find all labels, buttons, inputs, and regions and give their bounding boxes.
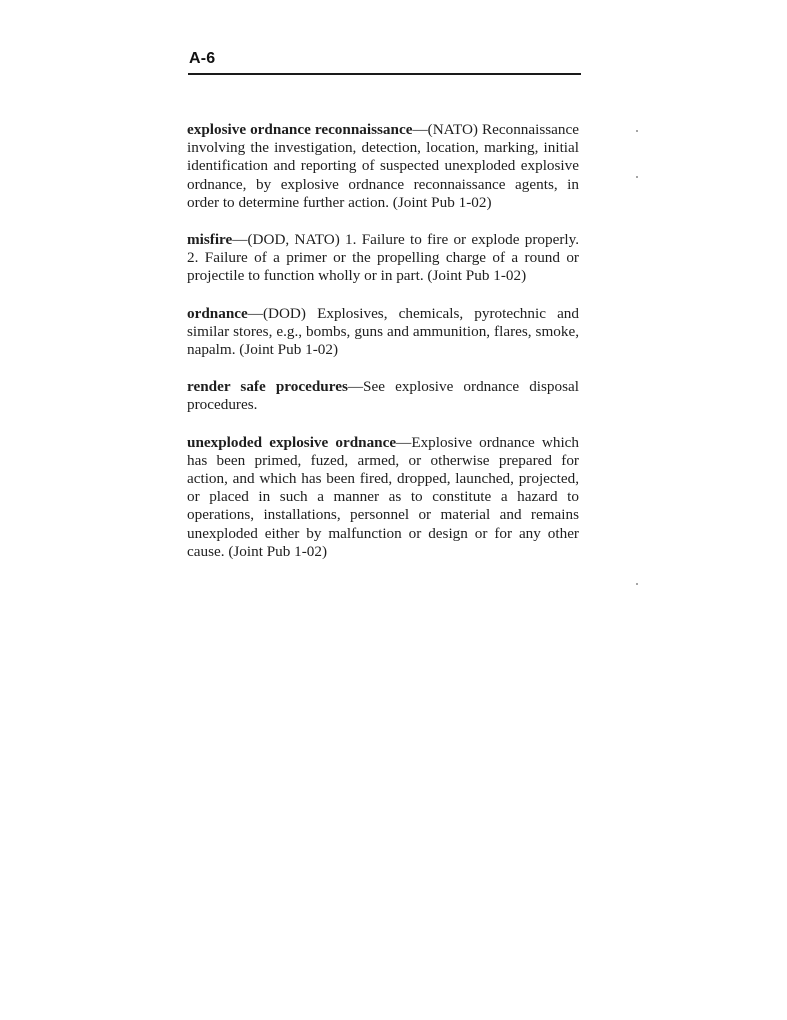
header-rule: [188, 73, 581, 75]
page-number: A-6: [189, 50, 216, 67]
glossary-body: [187, 121, 579, 580]
glossary-entry-unexploded-explosive-ordnance: [187, 434, 579, 561]
entry-definition: —(DOD) Explosives, chemicals, pyrotechnic and similar stores, e.g., bombs, guns and ammunition, flares, smoke, napalm. (Joint Pub 1-02): [187, 304, 579, 359]
glossary-entry-render-safe-procedures: [187, 378, 579, 414]
glossary-entry-misfire: [187, 231, 579, 286]
scan-speck: [636, 583, 638, 585]
entry-term: render safe procedures: [187, 378, 348, 396]
entry-definition: —(DOD, NATO) 1. Failure to fire or explode properly. 2. Failure of a primer or the propelling charge of a round or projectile to function wholly or in part. (Joint Pub 1-02): [187, 231, 579, 285]
glossary-entry-explosive-ordnance-reconnaissance: [187, 121, 579, 212]
glossary-entry-ordnance: [187, 305, 579, 360]
entry-definition: —(NATO) Reconnaissance involving the investigation, detection, location, marking, initial identification and reporting of suspected unexploded explosive ordnance, by explosive ordnance reconnaissance agents, in order to determine further action. (Joint Pub 1-02): [187, 121, 579, 211]
scan-speck: [636, 176, 638, 178]
scan-speck: [636, 130, 638, 132]
entry-term: misfire: [187, 231, 233, 249]
entry-term: unexploded explosive ordnance: [187, 433, 397, 451]
entry-term: ordnance: [187, 304, 248, 322]
entry-definition: —See explosive ordnance disposal procedures.: [187, 378, 579, 414]
entry-definition: —Explosive ordnance which has been primed, fuzed, armed, or otherwise prepared for action, and which has been fired, dropped, launched, projected, or placed in such a manner as to constitute a hazard to operations, installations, personnel or material and remains unexploded either by malfunction or design or for any other cause. (Joint Pub 1-02): [187, 433, 580, 560]
entry-term: explosive ordnance reconnaissance: [187, 121, 413, 138]
